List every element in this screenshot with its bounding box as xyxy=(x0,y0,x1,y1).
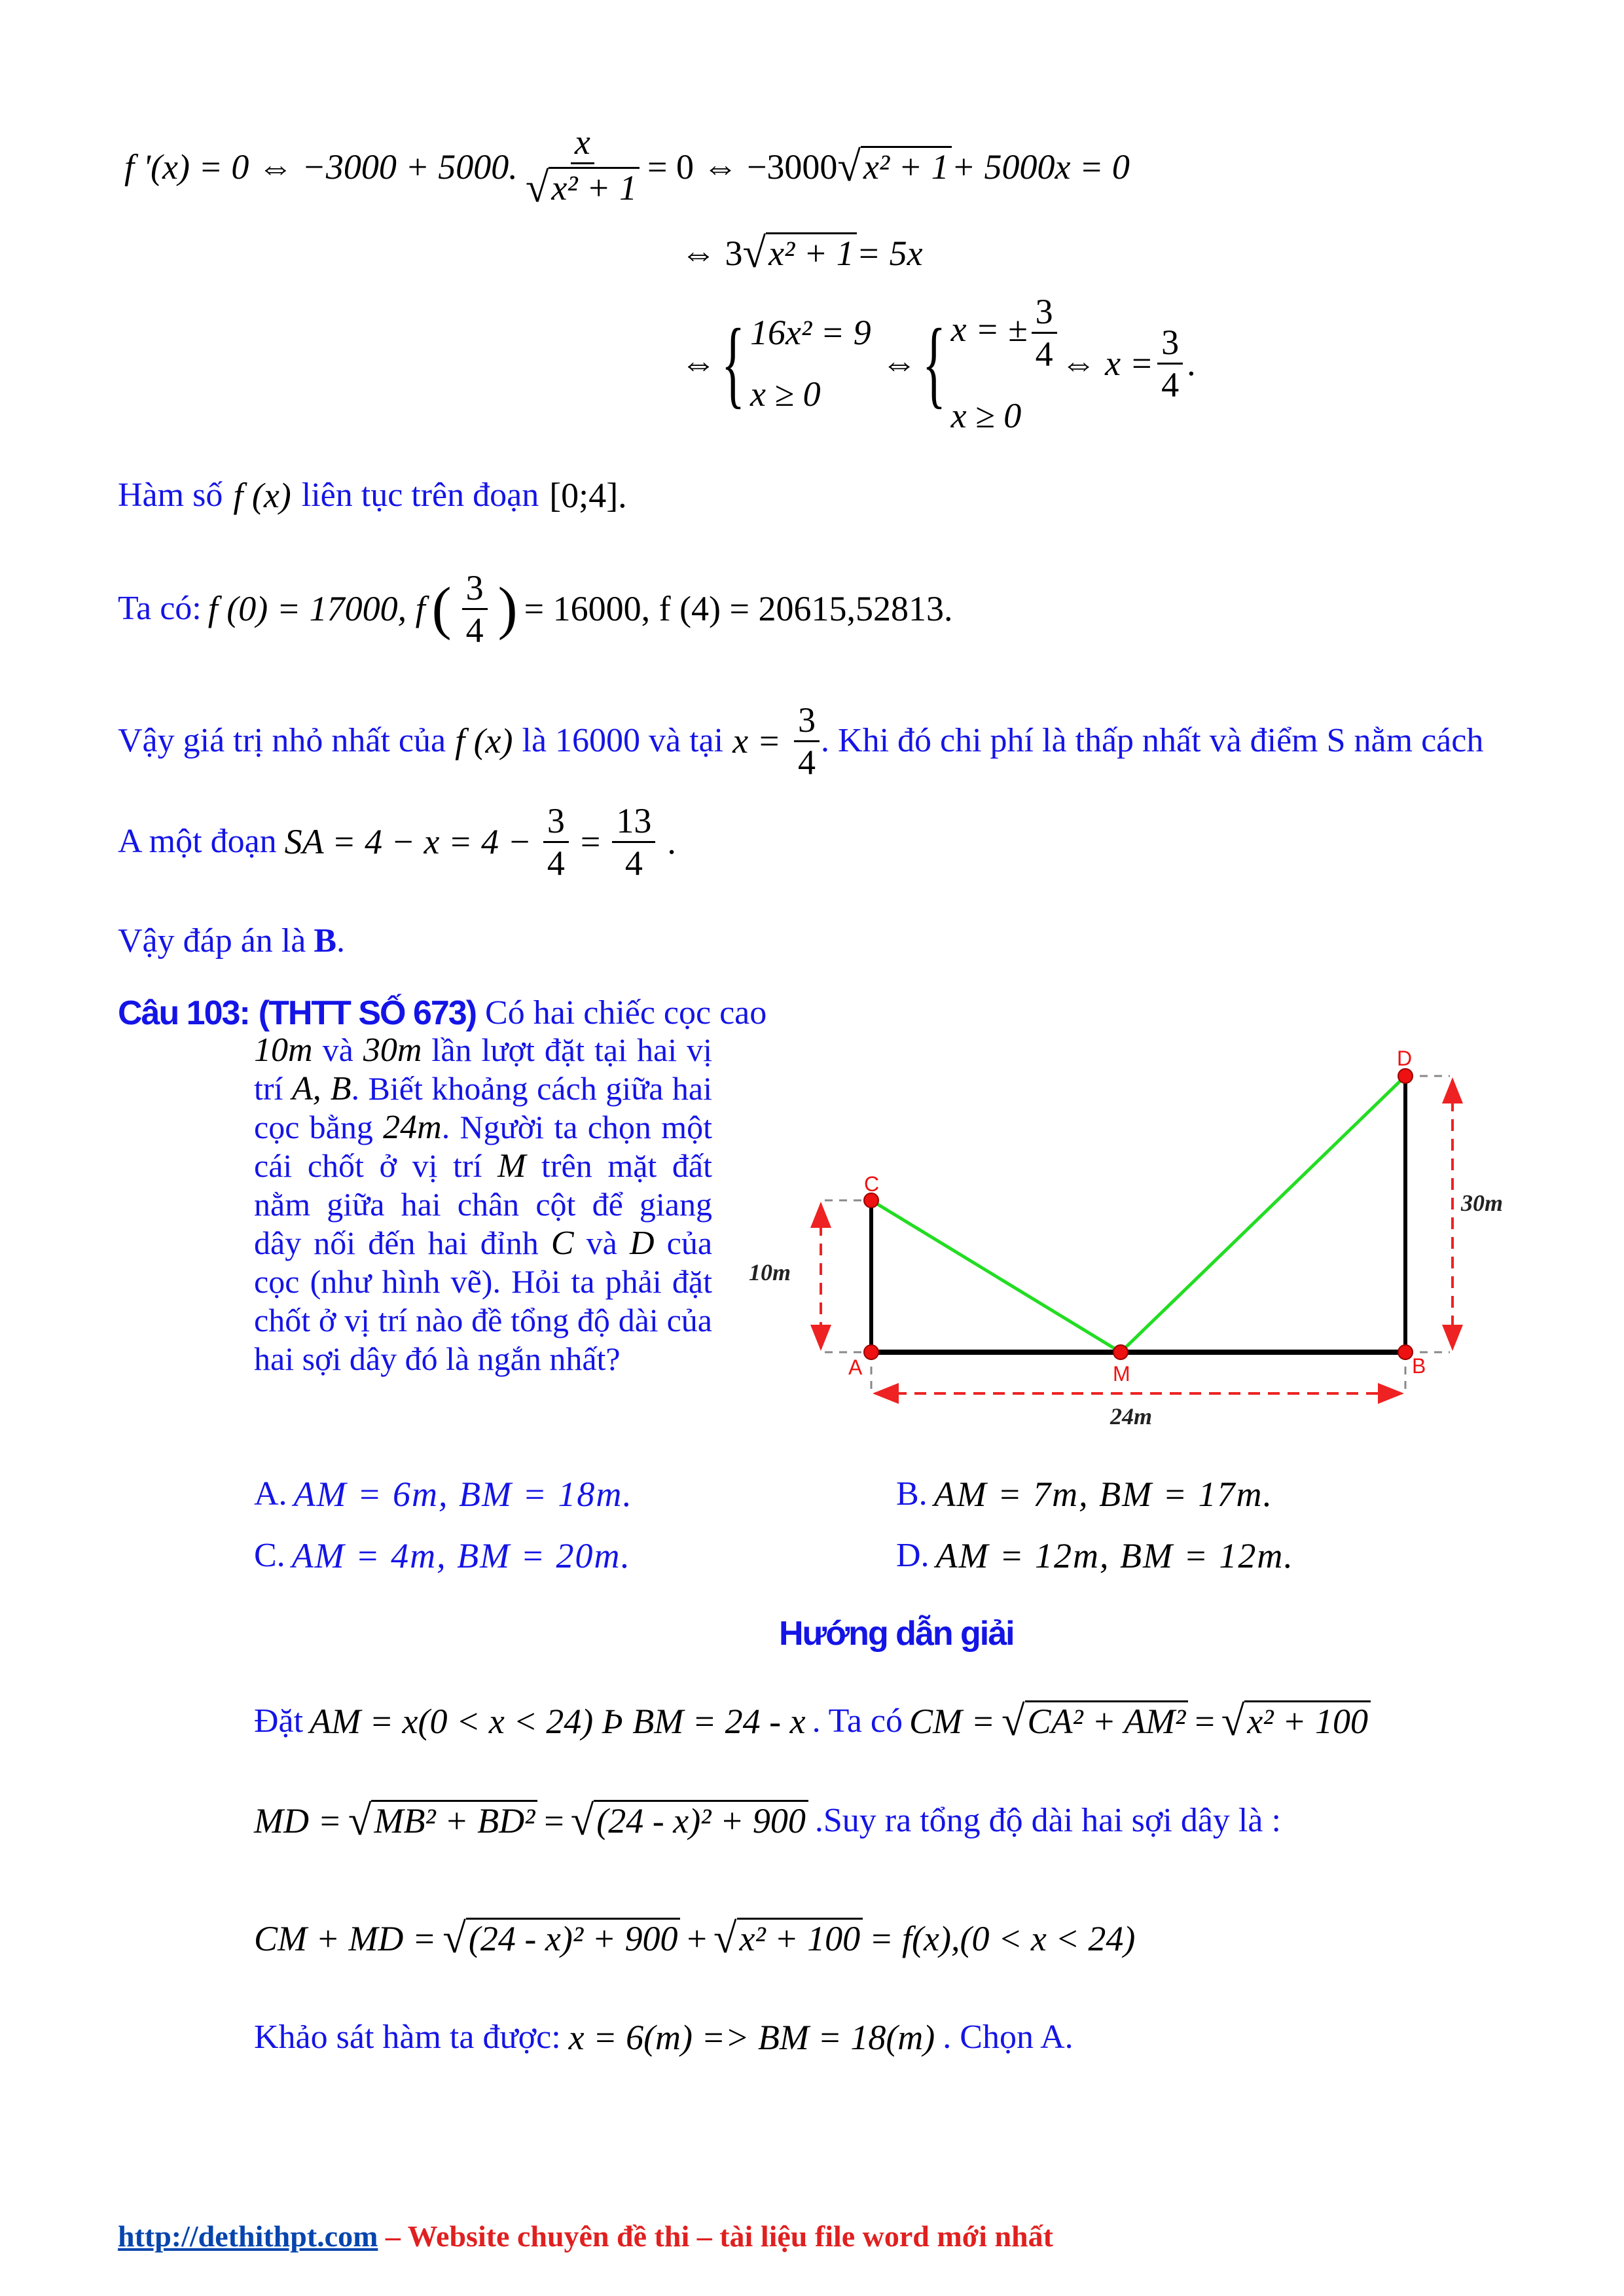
eq3-arrow2: ⇔ xyxy=(881,344,917,383)
solution-line1 xyxy=(254,1700,1371,1743)
option-math: AM = 12m, BM = 12m. xyxy=(935,1536,1294,1575)
eq1-rhs: + 5000x = 0 xyxy=(951,147,1130,187)
s2-sqrt2: √ (24 - x)² + 900 xyxy=(571,1800,808,1842)
q-t: và xyxy=(322,1031,353,1068)
footer-text: – Website chuyên đề thi – tài liệu file word mới nhất xyxy=(378,2219,1053,2253)
s1-t2: . Ta có xyxy=(812,1702,903,1740)
s2-r2: (24 - x)² + 900 xyxy=(594,1800,808,1842)
eq2-sqrt: √ x² + 1 xyxy=(743,232,857,275)
footer-link[interactable]: http://dethithpt.com xyxy=(118,2219,378,2253)
lm-t3: . Khi đó chi phí là thấp nhất và điểm S nằm cách xyxy=(821,722,1484,759)
eq3-res-den: 4 xyxy=(1161,365,1180,404)
s4-t2: . Chọn A. xyxy=(943,2018,1074,2056)
option-math: AM = 7m, BM = 17m. xyxy=(933,1475,1273,1514)
q-dist: 24m xyxy=(383,1109,442,1146)
q-height1: 10m xyxy=(254,1031,313,1069)
s2-m2: = xyxy=(544,1801,564,1841)
eq2-rad: x² + 1 xyxy=(766,232,857,275)
lm-num: 3 xyxy=(794,702,820,742)
s4-m1: x = 6(m) => BM = 18(m) xyxy=(568,2018,935,2057)
label-b: B xyxy=(1412,1354,1426,1378)
eq1-mid: = 0 ⇔ −3000 xyxy=(647,147,838,187)
q-t: lần lượt đặt tại hai vị trí xyxy=(254,1031,713,1107)
s1-m3: = xyxy=(1195,1702,1215,1742)
s3-sqrt1: √ (24 - x)² + 900 xyxy=(442,1918,680,1960)
q-t: . Biết khoảng cách giữa hai cọc bằng xyxy=(254,1070,713,1145)
s3-m1: CM + MD = xyxy=(254,1919,437,1959)
eq2-pre: ⇔ 3 xyxy=(681,234,743,274)
lv-num: 3 xyxy=(462,570,488,610)
option-b[interactable] xyxy=(896,1477,1273,1512)
lm-m2: x = xyxy=(732,721,782,761)
sys1-row1: 16x² = 9 xyxy=(750,313,871,352)
rope-md xyxy=(1121,1076,1405,1352)
q-c: C xyxy=(550,1225,574,1262)
sys2-row2: x ≥ 0 xyxy=(950,395,1022,435)
option-c[interactable] xyxy=(254,1538,631,1573)
q-t: trên mặt đất nằm giữa hai chân cột để giang dây nối đến hai đỉnh xyxy=(254,1147,712,1261)
option-math: AM = 4m, BM = 20m. xyxy=(291,1536,631,1575)
lv-den: 4 xyxy=(465,610,484,650)
lsa-m1: SA = 4 − x = 4 − xyxy=(284,822,532,861)
s2-m1: MD = xyxy=(254,1801,342,1841)
eq1-num: x xyxy=(571,124,594,164)
point-b xyxy=(1398,1345,1413,1359)
solution-line4 xyxy=(254,2020,1074,2055)
lsa-n2: 13 xyxy=(612,803,655,843)
la-end: . xyxy=(336,922,346,960)
lv-m1: f (0) = 17000, f xyxy=(208,589,425,628)
lsa-d1: 4 xyxy=(547,843,565,883)
eq2-post: = 5x xyxy=(856,234,923,274)
sys2-top: x = ± xyxy=(950,309,1028,349)
option-math: AM = 6m, BM = 18m. xyxy=(293,1475,633,1514)
s1-r2: x² + 100 xyxy=(1244,1700,1371,1743)
q-t: . Người ta chọn một cái chốt ở vị trí xyxy=(254,1109,713,1184)
option-letter: A. xyxy=(254,1475,287,1513)
lm-den: 4 xyxy=(798,742,816,782)
s2-t: .Suy ra tổng độ dài hai sợi dây là : xyxy=(814,1802,1281,1840)
question-label: Câu 103: xyxy=(118,994,249,1032)
sys1-row2: x ≥ 0 xyxy=(750,374,821,414)
s3-r2: x² + 100 xyxy=(737,1918,863,1960)
solution-line2 xyxy=(254,1797,1281,1844)
eq3-arrow1: ⇔ xyxy=(681,344,716,383)
eq1-rad2: x² + 1 xyxy=(861,146,952,188)
s4-t1: Khảo sát hàm ta được: xyxy=(254,2018,561,2056)
option-letter: D. xyxy=(896,1537,929,1574)
lsa-end: . xyxy=(667,822,676,861)
s2-r1: MB² + BD² xyxy=(371,1800,537,1842)
lsa-n1: 3 xyxy=(543,803,569,843)
label-a: A xyxy=(848,1355,863,1379)
q-t: và xyxy=(586,1225,617,1261)
lc-text2: liên tục trên đoạn xyxy=(301,476,539,514)
label-10m: 10m xyxy=(749,1259,791,1285)
label-c: C xyxy=(864,1172,880,1196)
q-t: của cọc (như hình vẽ). Hỏi ta phải đặt chốt ở vị trí nào đề tổng độ dài của hai sợi dây đó là ngắn nhất? xyxy=(254,1225,713,1377)
lsa-t1: A một đoạn xyxy=(118,823,277,860)
eq1-den-rad: x² + 1 xyxy=(549,167,640,209)
sys2-den: 4 xyxy=(1035,334,1053,374)
s1-sqrt1: √ CA² + AM² xyxy=(1001,1700,1188,1743)
q-d: D xyxy=(629,1225,655,1262)
s2-sqrt1: √ MB² + BD² xyxy=(348,1800,537,1842)
rope-cm xyxy=(871,1200,1121,1352)
s3-m2: + xyxy=(687,1919,707,1959)
eq1-lhs: f '(x) = 0 ⇔ −3000 + 5000. xyxy=(124,147,518,187)
eq3-arrow3: ⇔ x = xyxy=(1060,344,1154,383)
question-text: Có hai chiếc cọc cao xyxy=(485,994,767,1031)
la-bold: B xyxy=(314,922,337,960)
solution-heading: Hướng dẫn giải xyxy=(779,1615,1014,1653)
s1-r1: CA² + AM² xyxy=(1025,1700,1189,1743)
eq3-end: . xyxy=(1187,344,1196,383)
lc-text1: Hàm số xyxy=(118,476,223,514)
lc-math2: [0;4]. xyxy=(549,476,627,515)
lm-t1: Vậy giá trị nhỏ nhất của xyxy=(118,722,446,759)
option-a[interactable] xyxy=(254,1477,633,1512)
s1-t1: Đặt xyxy=(254,1702,304,1740)
lsa-m2: = xyxy=(580,822,601,861)
q-ab: A, B xyxy=(291,1070,352,1107)
s1-sqrt2: √ x² + 100 xyxy=(1221,1700,1371,1743)
s1-m2: CM = xyxy=(909,1702,995,1742)
s1-m1: AM = x(0 < x < 24) Þ BM = 24 - x xyxy=(310,1702,806,1742)
option-letter: C. xyxy=(254,1537,285,1574)
eq3-res-num: 3 xyxy=(1157,325,1183,365)
brace-icon: { xyxy=(721,309,745,418)
q-height2: 30m xyxy=(363,1031,422,1069)
lsa-d2: 4 xyxy=(624,843,643,883)
option-letter: B. xyxy=(896,1475,928,1513)
la-text: Vậy đáp án là xyxy=(118,922,306,960)
footer xyxy=(118,2219,1053,2253)
s3-r1: (24 - x)² + 900 xyxy=(466,1918,681,1960)
eq1-den: √ x² + 1 xyxy=(522,164,643,209)
label-30m: 30m xyxy=(1461,1190,1504,1216)
sys2-num: 3 xyxy=(1032,294,1057,334)
point-d xyxy=(1398,1069,1413,1083)
brace-icon: { xyxy=(922,309,946,418)
point-a xyxy=(864,1345,878,1359)
lm-t2: là 16000 và tại xyxy=(522,722,724,759)
label-24m: 24m xyxy=(1110,1403,1153,1429)
question-source: (THTT SỐ 673) xyxy=(258,994,477,1032)
label-d: D xyxy=(1397,1047,1413,1070)
line-values: Ta có: f (0) = 17000, f ( $\frac{3}{4}$ ) = 16000, f (4) = 20615,52813. xyxy=(118,567,953,650)
s3-sqrt2: √ x² + 100 xyxy=(713,1918,863,1960)
eq1-sqrt: √ x² + 1 xyxy=(837,146,951,188)
lm-m1: f (x) xyxy=(455,721,513,761)
option-d[interactable] xyxy=(896,1538,1294,1573)
lv-m2: = 16000, f (4) = 20615,52813. xyxy=(524,589,953,628)
lv-text: Ta có: xyxy=(118,590,202,627)
s3-m3: = f(x),(0 < x < 24) xyxy=(869,1919,1136,1959)
label-m: M xyxy=(1113,1362,1130,1386)
lc-math1: f (x) xyxy=(233,476,291,515)
solution-line3 xyxy=(254,1915,1136,1962)
q-m: M xyxy=(497,1147,526,1185)
point-m xyxy=(1113,1345,1128,1359)
